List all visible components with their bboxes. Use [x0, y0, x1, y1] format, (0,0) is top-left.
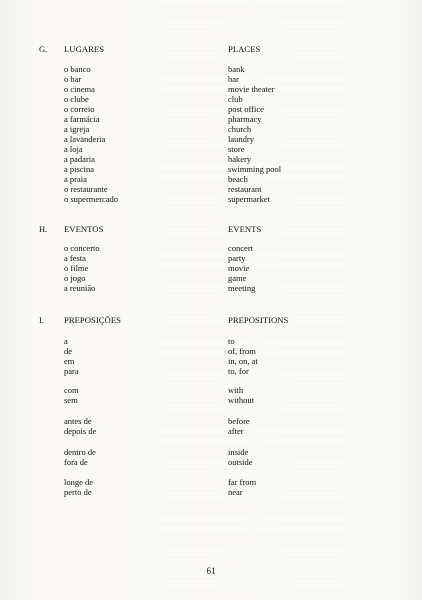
term-english: inside — [228, 447, 249, 457]
section-heading-english: EVENTS — [228, 224, 262, 234]
term-english: church — [228, 124, 252, 134]
section-heading-english: PREPOSITIONS — [228, 315, 289, 325]
term-portuguese: o concerto — [64, 243, 100, 253]
term-english: club — [228, 94, 243, 104]
term-english: party — [228, 253, 246, 263]
section-heading-english: PLACES — [228, 44, 261, 54]
section-letter: I. — [39, 315, 44, 325]
term-english: to — [228, 336, 235, 346]
term-english: swimming pool — [228, 164, 282, 174]
term-portuguese: fora de — [64, 457, 88, 467]
term-portuguese: a farmácia — [64, 114, 100, 124]
term-portuguese: depois de — [64, 426, 97, 436]
term-english: near — [228, 487, 243, 497]
section-heading-portuguese: LUGARES — [64, 44, 105, 54]
term-english: game — [228, 273, 247, 283]
term-english: beach — [228, 174, 248, 184]
term-english: post office — [228, 104, 264, 114]
term-portuguese: em — [64, 356, 75, 366]
section-heading-portuguese: PREPOSIÇÕES — [64, 315, 121, 325]
term-english: pharmacy — [228, 114, 262, 124]
term-english: to, for — [228, 366, 249, 376]
term-english: store — [228, 144, 245, 154]
term-portuguese: a praia — [64, 174, 87, 184]
term-english: movie theater — [228, 84, 275, 94]
term-english: after — [228, 426, 244, 436]
term-english: before — [228, 416, 250, 426]
term-portuguese: perto de — [64, 487, 92, 497]
term-portuguese: a igreja — [64, 124, 90, 134]
term-portuguese: o cinema — [64, 84, 95, 94]
term-portuguese: o correio — [64, 104, 95, 114]
term-english: with — [228, 385, 244, 395]
section-letter: H. — [39, 224, 48, 234]
term-portuguese: o clube — [64, 94, 89, 104]
term-portuguese: para — [64, 366, 79, 376]
term-english: laundry — [228, 134, 254, 144]
term-portuguese: com — [64, 385, 79, 395]
term-english: concert — [228, 243, 254, 253]
term-portuguese: sem — [64, 395, 78, 405]
term-portuguese: o banco — [64, 64, 91, 74]
section-heading-portuguese: EVENTOS — [64, 224, 104, 234]
term-english: bar — [228, 74, 239, 84]
term-portuguese: longe de — [64, 477, 94, 487]
term-english: in, on, at — [228, 356, 258, 366]
term-portuguese: a loja — [64, 144, 83, 154]
term-portuguese: dentro de — [64, 447, 96, 457]
term-english: meeting — [228, 283, 256, 293]
term-english: without — [228, 395, 254, 405]
term-portuguese: o jogo — [64, 273, 86, 283]
term-english: movie — [228, 263, 250, 273]
term-portuguese: antes de — [64, 416, 92, 426]
term-portuguese: de — [64, 346, 73, 356]
term-english: restaurant — [228, 184, 262, 194]
term-english: bank — [228, 64, 245, 74]
term-portuguese: a piscina — [64, 164, 94, 174]
term-portuguese: o bar — [64, 74, 82, 84]
term-portuguese: a lavanderia — [64, 134, 106, 144]
term-portuguese: a — [64, 336, 68, 346]
section-letter: G. — [39, 44, 48, 54]
term-english: of, from — [228, 346, 256, 356]
term-english: supermarket — [228, 194, 271, 204]
term-english: bakery — [228, 154, 252, 164]
term-english: outside — [228, 457, 253, 467]
term-portuguese: o supermercado — [64, 194, 119, 204]
term-portuguese: a padaria — [64, 154, 95, 164]
term-portuguese: a festa — [64, 253, 86, 263]
term-portuguese: o restaurante — [64, 184, 108, 194]
term-english: far from — [228, 477, 257, 487]
term-portuguese: o filme — [64, 263, 89, 273]
page-number: 61 — [206, 566, 216, 576]
term-portuguese: a reunião — [64, 283, 96, 293]
